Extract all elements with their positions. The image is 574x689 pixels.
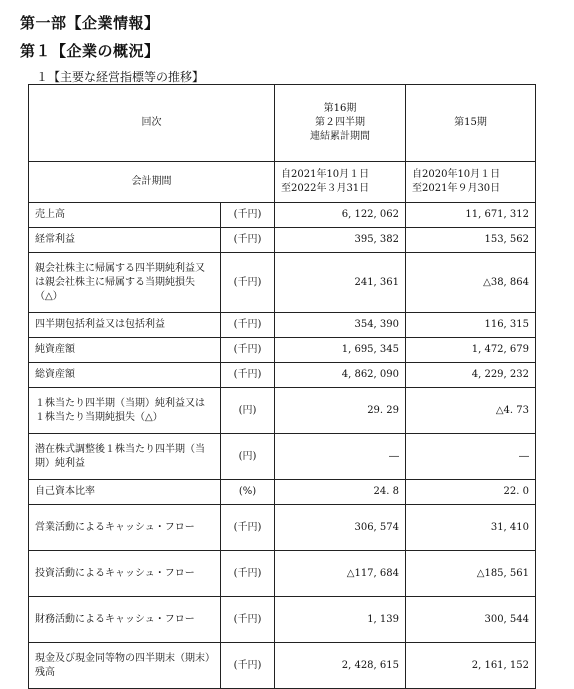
table-row (29, 253, 536, 313)
row-value-previous: 4, 229, 232 (406, 363, 536, 388)
row-item: 総資産額 (29, 363, 221, 388)
row-item: １株当たり四半期（当期）純利益又は１株当たり当期純損失（△） (29, 388, 221, 434)
table-row (29, 434, 536, 480)
row-item: 営業活動によるキャッシュ・フロー (29, 505, 221, 551)
part-title: 第一部【企業情報】 (20, 14, 160, 32)
row-item: 経常利益 (29, 228, 221, 253)
row-value-previous: △38, 864 (406, 253, 536, 313)
row-value-previous: △4. 73 (406, 388, 536, 434)
table-row (29, 643, 536, 689)
period-col1: 自2021年10月１日 至2022年３月31日 (275, 162, 406, 203)
row-value-previous: 11, 671, 312 (406, 203, 536, 228)
table-row (29, 597, 536, 643)
row-value-current: 1, 695, 345 (275, 338, 406, 363)
row-item: 売上高 (29, 203, 221, 228)
header-col2: 第15期 (406, 85, 536, 162)
row-value-current: 2, 428, 615 (275, 643, 406, 689)
row-unit: (千円) (221, 203, 275, 228)
row-value-previous: △185, 561 (406, 551, 536, 597)
table-row (29, 388, 536, 434)
row-item: 自己資本比率 (29, 480, 221, 505)
row-value-current: △117, 684 (275, 551, 406, 597)
header-col1: 第16期 第２四半期 連結累計期間 (275, 85, 406, 162)
financial-indicators-table (28, 84, 536, 689)
row-unit: (円) (221, 434, 275, 480)
section-title: 第１【企業の概況】 (20, 42, 160, 60)
period-label: 会計期間 (29, 162, 275, 203)
table-row (29, 505, 536, 551)
row-unit: (千円) (221, 551, 275, 597)
row-value-previous: 2, 161, 152 (406, 643, 536, 689)
table-row (29, 338, 536, 363)
row-value-previous: 300, 544 (406, 597, 536, 643)
row-item: 純資産額 (29, 338, 221, 363)
subsection-title: １【主要な経営指標等の推移】 (36, 70, 205, 84)
row-unit: (%) (221, 480, 275, 505)
table-row (29, 203, 536, 228)
row-item: 四半期包括利益又は包括利益 (29, 313, 221, 338)
row-value-previous: 153, 562 (406, 228, 536, 253)
row-value-previous: ― (406, 434, 536, 480)
table-body (29, 85, 536, 689)
row-unit: (千円) (221, 313, 275, 338)
table-row (29, 228, 536, 253)
header-label: 回次 (29, 85, 275, 162)
table-row (29, 363, 536, 388)
row-unit: (千円) (221, 505, 275, 551)
row-value-current: ― (275, 434, 406, 480)
row-item: 潜在株式調整後１株当たり四半期（当期）純利益 (29, 434, 221, 480)
row-value-current: 1, 139 (275, 597, 406, 643)
table-row (29, 313, 536, 338)
row-value-current: 395, 382 (275, 228, 406, 253)
row-unit: (千円) (221, 363, 275, 388)
row-value-current: 6, 122, 062 (275, 203, 406, 228)
table-row (29, 480, 536, 505)
row-value-current: 306, 574 (275, 505, 406, 551)
header-row (29, 85, 536, 162)
row-item: 投資活動によるキャッシュ・フロー (29, 551, 221, 597)
row-value-current: 24. 8 (275, 480, 406, 505)
period-col2: 自2020年10月１日 至2021年９月30日 (406, 162, 536, 203)
row-unit: (千円) (221, 597, 275, 643)
row-value-current: 29. 29 (275, 388, 406, 434)
row-value-current: 241, 361 (275, 253, 406, 313)
row-item: 親会社株主に帰属する四半期純利益又は親会社株主に帰属する当期純損失（△） (29, 253, 221, 313)
row-unit: (千円) (221, 338, 275, 363)
row-value-previous: 22. 0 (406, 480, 536, 505)
row-unit: (千円) (221, 643, 275, 689)
row-unit: (千円) (221, 253, 275, 313)
row-value-previous: 116, 315 (406, 313, 536, 338)
row-item: 現金及び現金同等物の四半期末（期末）残高 (29, 643, 221, 689)
row-unit: (円) (221, 388, 275, 434)
row-unit: (千円) (221, 228, 275, 253)
row-value-previous: 31, 410 (406, 505, 536, 551)
row-value-previous: 1, 472, 679 (406, 338, 536, 363)
row-value-current: 4, 862, 090 (275, 363, 406, 388)
row-item: 財務活動によるキャッシュ・フロー (29, 597, 221, 643)
period-row (29, 162, 536, 203)
table-row (29, 551, 536, 597)
row-value-current: 354, 390 (275, 313, 406, 338)
